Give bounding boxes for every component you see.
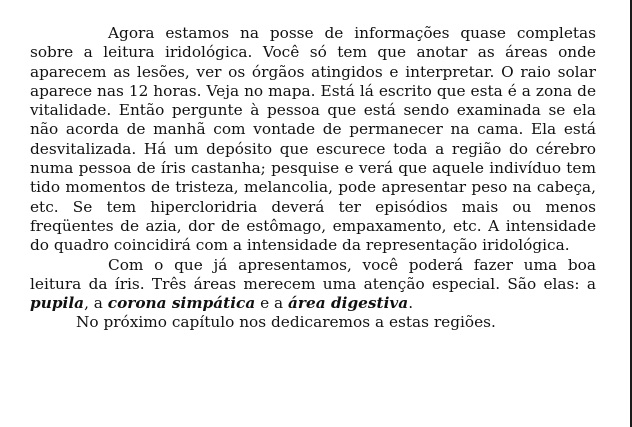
term-pupila: pupila — [30, 294, 85, 313]
paragraph-2-separator-1: , a — [84, 294, 108, 313]
paragraph-2-separator-2: e a — [255, 294, 289, 313]
term-corona-simpatica: corona simpática — [107, 294, 256, 313]
paragraph-2-intro: Com o que já apresentamos, você poderá fazer uma boa leitura da íris. Três áreas merecem uma atenção especial. São elas: a — [30, 255, 596, 293]
paragraph-1: Agora estamos na posse de informações quase completas sobre a leitura iridológica. Você só tem que anotar as áreas onde aparecem as lesões, ver os órgãos atingidos e interpretar. O raio solar aparece nas 12 horas. Veja no mapa. Está lá escrito que esta é a zona de vitalidade. Então pergunte à pessoa que está sendo examinada se ela não acorda de manhã com vontade de permanecer na cama. Ela está desvitalizada. Há um depósito que escurece toda a região do cérebro numa pessoa de íris castanha; pesquise e verá que aquele indivíduo tem tido momentos de tristeza, melancolia, pode apresentar peso na cabeça, etc. Se tem hipercloridria deverá ter episódios mais ou menos freqüentes de azia, dor de estômago, empaxamento, etc. A intensidade do quadro coincidirá com a intensidade da representação iridológica. — [30, 24, 596, 255]
paragraph-3: No próximo capítulo nos dedicaremos a estas regiões. — [76, 313, 496, 332]
term-area-digestiva: área digestiva — [288, 294, 409, 313]
paragraph-2 — [30, 256, 596, 314]
paragraph-2-end: . — [408, 294, 414, 313]
document-text-block — [30, 24, 596, 333]
